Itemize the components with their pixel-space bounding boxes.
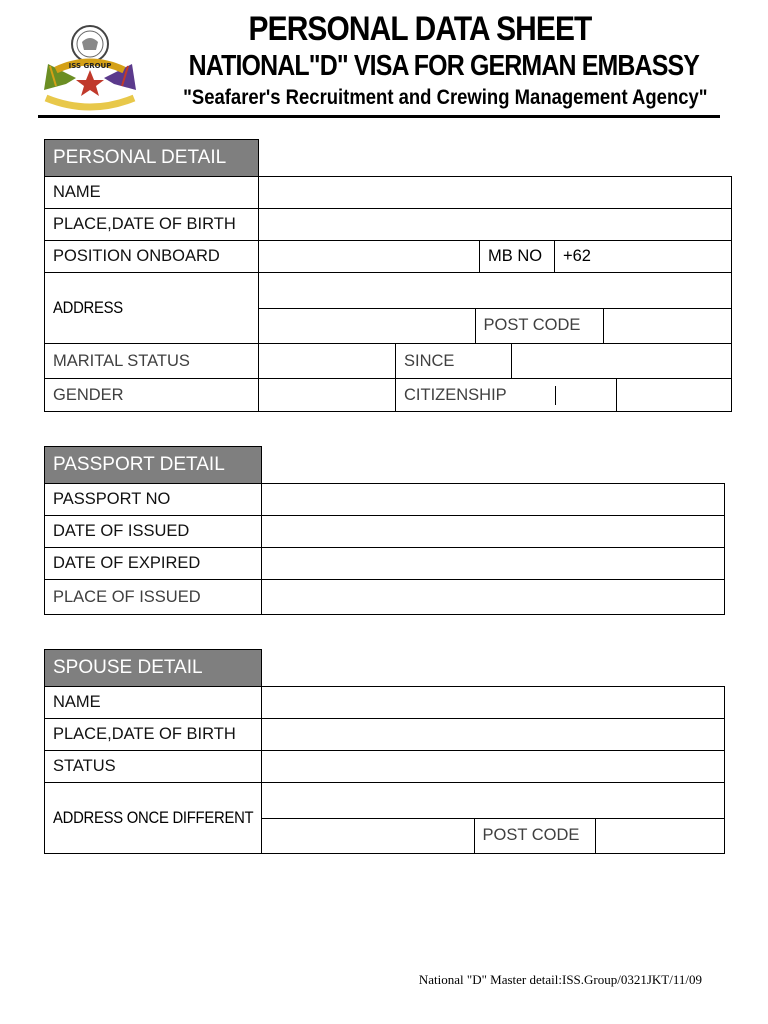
spouse-name-field[interactable] (262, 687, 725, 719)
address-line-2-field[interactable] (259, 308, 475, 343)
document-title: PERSONAL DATA SHEET (248, 10, 592, 48)
name-field[interactable] (259, 177, 732, 209)
place-date-of-birth-field[interactable] (259, 209, 732, 241)
spouse-place-date-of-birth-label: PLACE,DATE OF BIRTH (45, 719, 262, 751)
place-of-issued-field[interactable] (262, 580, 725, 615)
passport-detail-table (44, 446, 725, 615)
address-block (259, 273, 732, 344)
date-of-issued-field[interactable] (262, 516, 725, 548)
spouse-place-date-of-birth-field[interactable] (262, 719, 725, 751)
mb-no-field[interactable]: +62 (555, 241, 732, 273)
mb-no-label: MB NO (480, 241, 555, 273)
date-of-issued-label: DATE OF ISSUED (45, 516, 262, 548)
gender-field[interactable] (259, 379, 396, 412)
address-line-1-field[interactable] (259, 273, 732, 308)
personal-detail-table (44, 139, 732, 412)
spouse-name-label: NAME (45, 687, 262, 719)
marital-status-label: MARITAL STATUS (45, 344, 259, 379)
spouse-address-line-2-field[interactable] (262, 818, 474, 853)
gender-label: GENDER (45, 379, 259, 412)
spouse-detail-heading: SPOUSE DETAIL (45, 650, 262, 687)
marital-status-field[interactable] (259, 344, 396, 379)
name-label: NAME (45, 177, 259, 209)
personal-detail-heading: PERSONAL DETAIL (45, 140, 259, 177)
agency-name: "Seafarer's Recruitment and Crewing Management Agency" (183, 86, 708, 109)
address-label: ADDRESS (45, 273, 259, 344)
since-label: SINCE (396, 344, 512, 379)
date-of-expired-label: DATE OF EXPIRED (45, 548, 262, 580)
spouse-detail-table (44, 649, 725, 854)
date-of-expired-field[interactable] (262, 548, 725, 580)
place-of-issued-label: PLACE OF ISSUED (45, 580, 262, 615)
place-date-of-birth-label: PLACE,DATE OF BIRTH (45, 209, 259, 241)
post-code-field[interactable] (603, 308, 732, 343)
passport-detail-heading: PASSPORT DETAIL (45, 447, 262, 484)
passport-no-field[interactable] (262, 484, 725, 516)
spouse-status-label: STATUS (45, 751, 262, 783)
citizenship-field-a[interactable] (555, 386, 617, 405)
spouse-post-code-field[interactable] (595, 818, 725, 853)
citizenship-field[interactable] (617, 379, 732, 412)
spouse-post-code-label: POST CODE (474, 818, 595, 853)
spouse-address-label: ADDRESS ONCE DIFFERENT (45, 783, 262, 854)
spouse-status-field[interactable] (262, 751, 725, 783)
company-logo (36, 20, 144, 120)
position-onboard-label: POSITION ONBOARD (45, 241, 259, 273)
position-onboard-field[interactable] (259, 241, 480, 273)
passport-no-label: PASSPORT NO (45, 484, 262, 516)
logo-text: ISS GROUP (68, 62, 112, 70)
spouse-address-block (262, 783, 725, 854)
since-field[interactable] (512, 344, 732, 379)
footer-reference: National "D" Master detail:ISS.Group/0321JKT/11/09 (418, 972, 702, 987)
post-code-label: POST CODE (475, 308, 603, 343)
citizenship-label: CITIZENSHIP (396, 386, 555, 405)
document-subtitle: NATIONAL"D" VISA FOR GERMAN EMBASSY (188, 50, 700, 82)
header-divider (38, 115, 720, 118)
citizenship-block (396, 379, 617, 412)
spouse-address-line-1-field[interactable] (262, 783, 725, 818)
